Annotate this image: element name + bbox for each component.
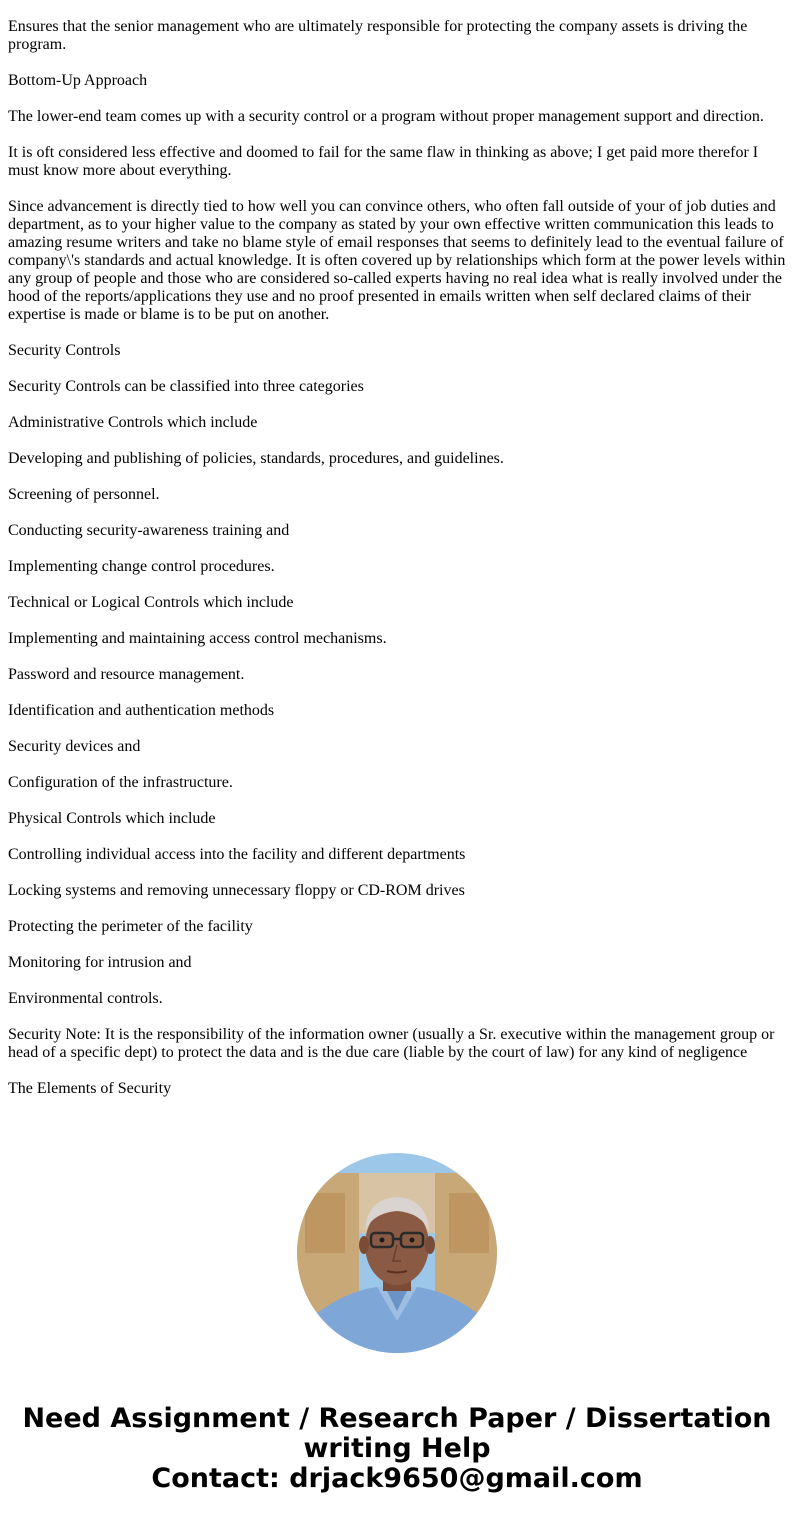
paragraph-control-categories: Security Controls can be classified into three categories: [8, 378, 364, 395]
promo-line-2: writing Help: [303, 1433, 491, 1464]
paragraph-security-note: Security Note: It is the responsibility of the information owner (usually a Sr. executive within the management group or head of a specific dept) to protect the data and is the due care (liable by the court of law) for any kind of negligence: [8, 1026, 775, 1061]
paragraph-advancement: Since advancement is directly tied to how well you can convince others, who often fall outside of your of job duties and department, as to your higher value to the company as stated by your own effective written communication this leads to amazing resume writers and take no blame style of email responses that seems to definitely lead to the eventual failure of company\'s standards and actual knowledge. It is often covered up by relationships which form at the power levels within any group of people and those who are considered so-called experts having no real idea what is really involved under the hood of the reports/applications they use and no proof presented in emails written when self declared claims of their expertise is made or blame is to be put on another.: [8, 198, 786, 323]
heading-elements-of-security: The Elements of Security: [8, 1080, 172, 1097]
article-body: [8, 0, 788, 1116]
list-item: Controlling individual access into the facility and different departments: [8, 846, 466, 863]
paragraph-bottom-up-definition: The lower-end team comes up with a security control or a program without proper management support and direction.: [8, 108, 764, 125]
heading-bottom-up-approach: Bottom-Up Approach: [8, 72, 148, 89]
list-item: Environmental controls.: [8, 990, 163, 1007]
list-item: Monitoring for intrusion and: [8, 954, 192, 971]
list-item: Password and resource management.: [8, 666, 245, 683]
heading-administrative-controls: Administrative Controls which include: [8, 414, 258, 431]
heading-technical-controls: Technical or Logical Controls which include: [8, 594, 294, 611]
list-item: Implementing and maintaining access control mechanisms.: [8, 630, 387, 647]
heading-physical-controls: Physical Controls which include: [8, 810, 216, 827]
paragraph-top-down-benefit: Ensures that the senior management who are ultimately responsible for protecting the company assets is driving the program.: [8, 18, 748, 53]
list-item: Screening of personnel.: [8, 486, 160, 503]
list-item: Security devices and: [8, 738, 141, 755]
list-item: Developing and publishing of policies, standards, procedures, and guidelines.: [8, 450, 504, 467]
list-item: Protecting the perimeter of the facility: [8, 918, 253, 935]
paragraph-bottom-up-effectiveness: It is oft considered less effective and doomed to fail for the same flaw in thinking as above; I get paid more therefor I must know more about everything.: [8, 144, 759, 179]
list-item: Conducting security-awareness training and: [8, 522, 290, 539]
list-item: Implementing change control procedures.: [8, 558, 275, 575]
promo-contact: Contact: drjack9650@gmail.com: [151, 1463, 643, 1494]
promo-banner: [0, 1404, 794, 1494]
author-photo: [297, 1153, 497, 1353]
list-item: Locking systems and removing unnecessary floppy or CD-ROM drives: [8, 882, 465, 899]
list-item: Configuration of the infrastructure.: [8, 774, 233, 791]
author-photo-icon: [297, 1153, 497, 1353]
promo-line-1: Need Assignment / Research Paper / Dissertation: [22, 1403, 772, 1434]
heading-security-controls: Security Controls: [8, 342, 121, 359]
list-item: Identification and authentication methods: [8, 702, 275, 719]
